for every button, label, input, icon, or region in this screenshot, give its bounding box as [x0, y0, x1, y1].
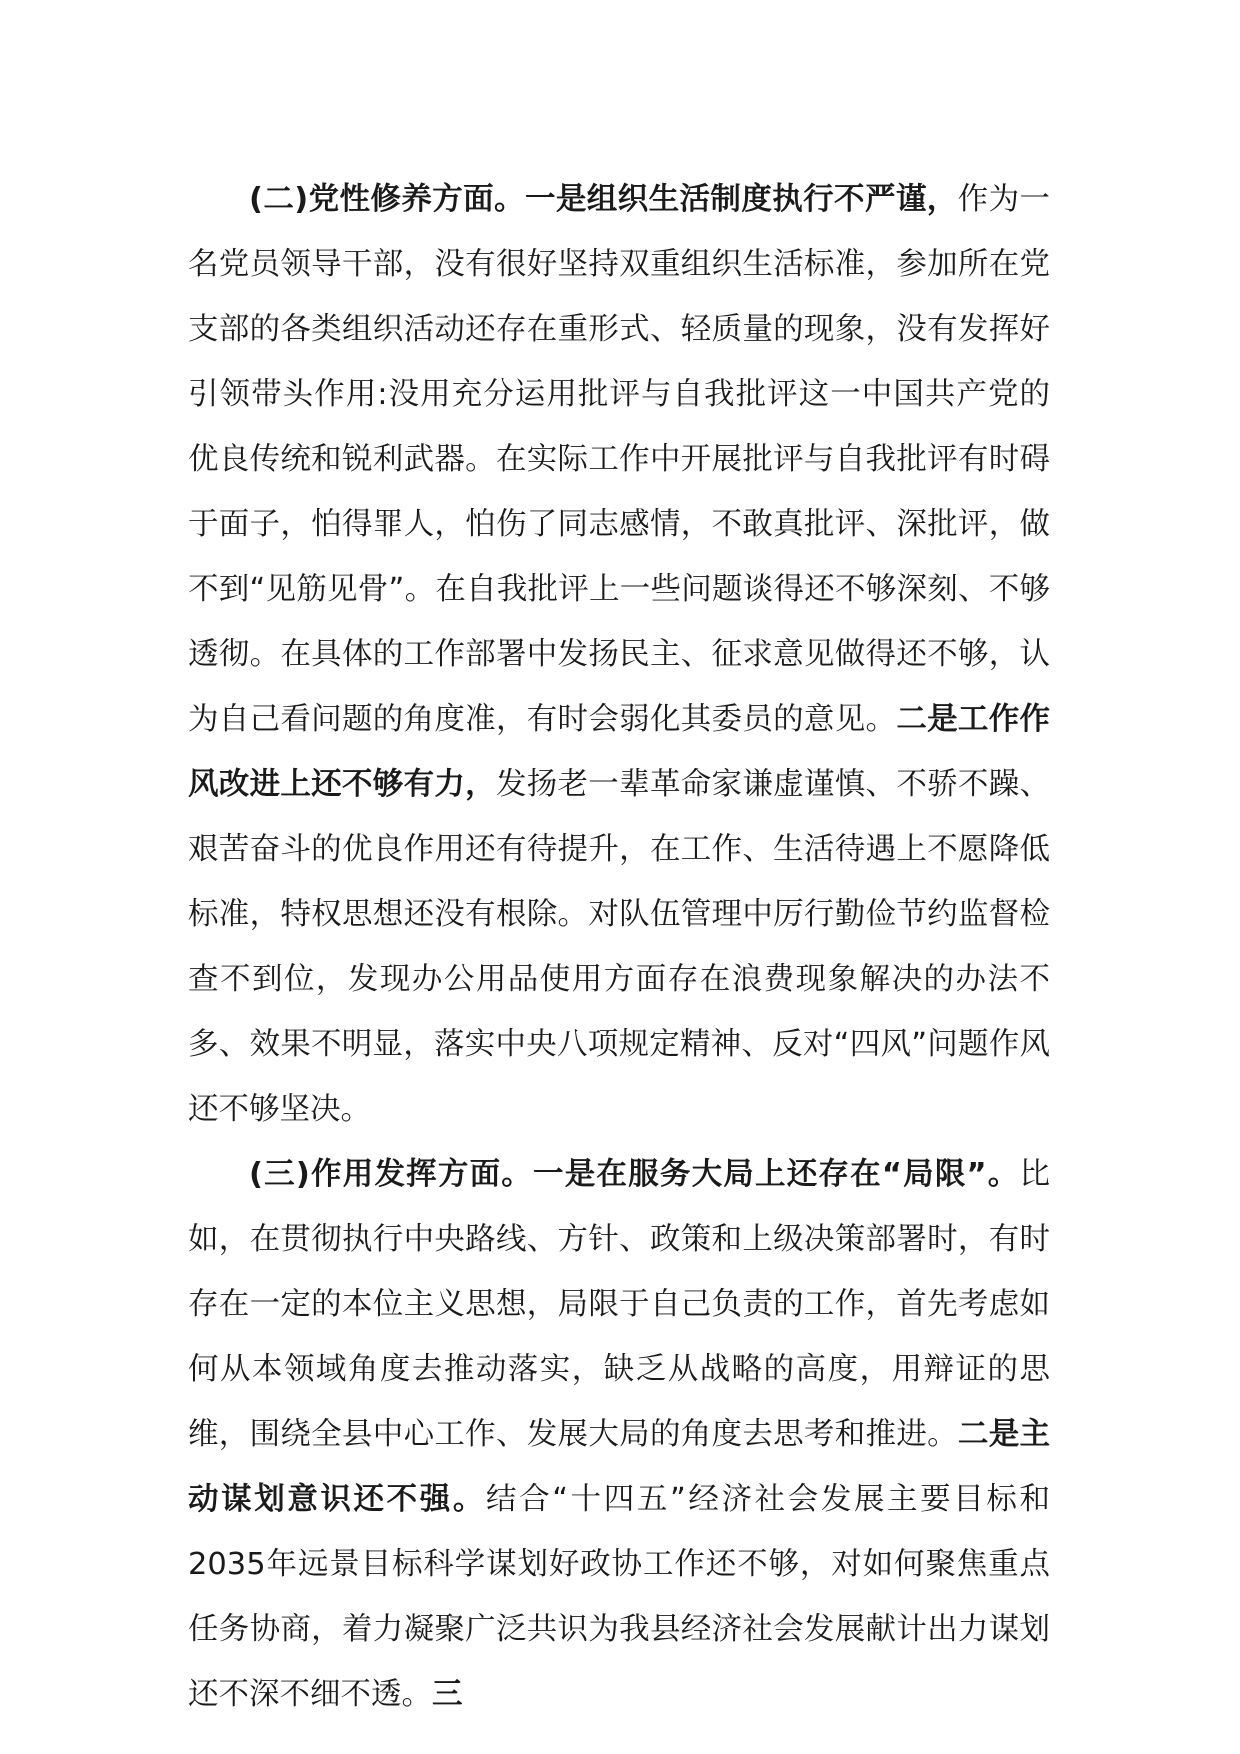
paragraph-text: 发扬老一辈革命家谦虚谨慎、不骄不躁、艰苦奋斗的优良作用还有待提升，在工作、生活待遇上不愿降低标准，特权思想还没有根除。对队伍管理中厉行勤俭节约监督检查不到位，发现办公用品使用方面存在浪费现象解决的办法不多、效果不明显，落实中央八项规定精神、反对“四风”问题作风还不够坚决。	[188, 767, 1051, 1127]
paragraph-text: 作为一名党员领导干部，没有很好坚持双重组织生活标准，参加所在党支部的各类组织活动还存在重形式、轻质量的现象，没有发挥好引领带头作用:没用充分运用批评与自我批评这一中国共产党的优良传统和锐利武器。在实际工作中开展批评与自我批评有时碍于面子，怕得罪人，怕伤了同志感情，不敢真批评、深批评，做不到“见筋见骨”。在自我批评上一些问题谈得还不够深刻、不够透彻。在具体的工作部署中发扬民主、征求意见做得还不够，认为自己看问题的角度准，有时会弱化其委员的意见。	[188, 182, 1050, 737]
paragraph-role-playing	[188, 1142, 1050, 1727]
section-heading-role-playing: (三)作用发挥方面。一是在服务大局上还存在“局限”。	[249, 1157, 1020, 1192]
section-heading-party-cultivation: (二)党性修养方面。一是组织生活制度执行不严谨，	[249, 182, 958, 217]
paragraph-party-cultivation	[188, 167, 1050, 1142]
paragraph-text: 比如，在贯彻执行中央路线、方针、政策和上级决策部署时，有时存在一定的本位主义思想，局限于自己负责的工作，首先考虑如何从本领域角度去推动落实，缺乏从战略的高度，用辩证的思维，围绕全县中心工作、发展大局的角度去思考和推进。	[188, 1157, 1050, 1452]
point-heading-planning: 二是主动谋划意识还不强。	[188, 1417, 1050, 1517]
point-heading-work-style: 二是工作作风改进上还不够有力，	[188, 702, 1051, 802]
document-body	[188, 167, 1050, 1727]
paragraph-text: 结合“十四五”经济社会发展主要目标和2035年远景目标科学谋划好政协工作还不够，对如何聚焦重点任务协商，着力凝聚广泛共识为我县经济社会发展献计出力谋划还不深不细不透。	[188, 1482, 1051, 1712]
point-heading-third: 三	[432, 1677, 463, 1712]
